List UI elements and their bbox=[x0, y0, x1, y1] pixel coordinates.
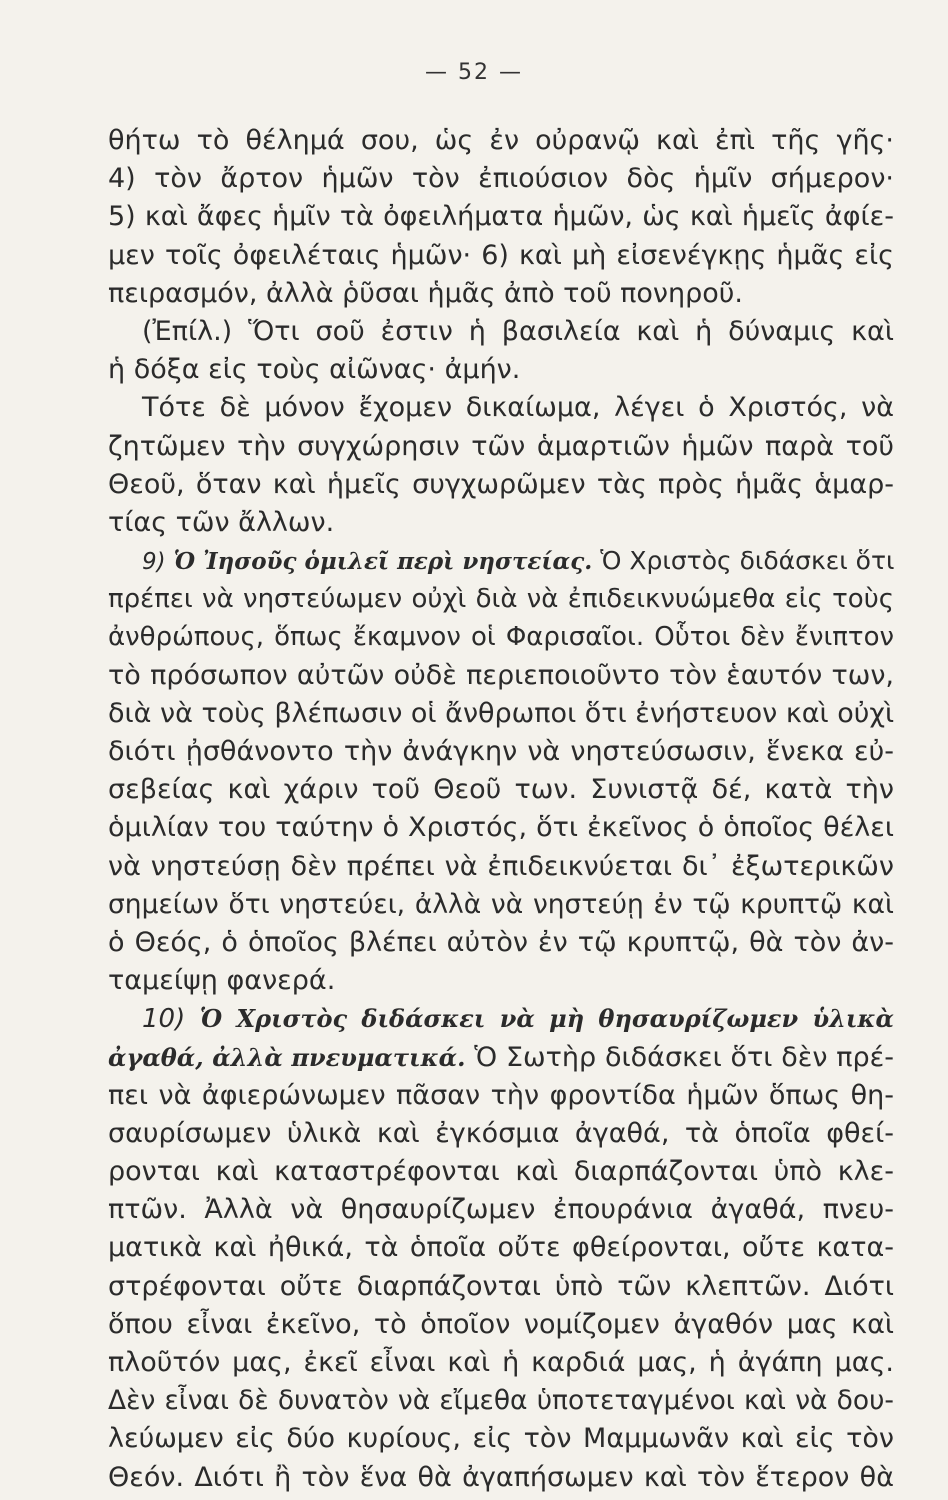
text-line: σημείων ὅτι νηστεύει, ἀλλὰ νὰ νηστεύῃ ἐν τῷ κρυπτῷ καὶ bbox=[108, 888, 894, 920]
text-line: διότι ᾐσθάνοντο τὴν ἀνάγκην νὰ νηστεύσωσιν, ἕνεκα εὐ- bbox=[108, 736, 894, 767]
text-line: πει νὰ ἀφιερώνωμεν πᾶσαν τὴν φροντίδα ἡμῶν ὅπως θη- bbox=[108, 1079, 894, 1111]
text-line: 4) τὸν ἄρτον ἡμῶν τὸν ἐπιούσιον δὸς ἡμῖν σήμερον· bbox=[108, 163, 894, 195]
text-line: διὰ νὰ τοὺς βλέπωσιν οἱ ἄνθρωποι ὅτι ἐνήστευον καὶ οὐχὶ bbox=[108, 697, 895, 729]
text-line: τὸ πρόσωπον αὐτῶν οὐδὲ περιεποιοῦντο τὸν ἑαυτόν των, bbox=[108, 659, 894, 691]
text-line: μεν τοῖς ὀφειλέταις ἡμῶν· 6) καὶ μὴ εἰσενέγκῃς ἡμᾶς εἰς bbox=[108, 239, 894, 271]
section-text: Ὁ Χριστὸς διδάσκει ὅτι bbox=[600, 546, 895, 576]
text-line: Θεόν. Διότι ἢ τὸν ἕνα θὰ ἀγαπήσωμεν καὶ τὸν ἕτερον θὰ bbox=[108, 1461, 894, 1493]
text-line: (Ἐπίλ.) Ὅτι σοῦ ἐστιν ἡ βασιλεία καὶ ἡ δύναμις καὶ bbox=[142, 315, 894, 347]
text-line: 5) καὶ ἄφες ἡμῖν τὰ ὀφειλήματα ἡμῶν, ὡς καὶ ἡμεῖς ἀφίε- bbox=[108, 201, 894, 233]
text-line: πρέπει νὰ νηστεύωμεν οὐχὶ διὰ νὰ ἐπιδεικνυώμεθα εἰς τοὺς bbox=[108, 584, 894, 615]
text-line: ἀνθρώπους, ὅπως ἔκαμνον οἱ Φαρισαῖοι. Οὗτοι δὲν ἔνιπτον bbox=[108, 622, 894, 653]
text-line: σαυρίσωμεν ὑλικὰ καὶ ἐγκόσμια ἀγαθά, τὰ ὁποῖα φθεί- bbox=[108, 1117, 894, 1149]
text-line: στρέφονται οὔτε διαρπάζονται ὑπὸ τῶν κλεπτῶν. Διότι bbox=[108, 1270, 894, 1302]
page-number: — 52 — bbox=[425, 60, 523, 85]
text-line: λεύωμεν εἰς δύο κυρίους, εἰς τὸν Μαμμωνᾶν καὶ εἰς τὸν bbox=[108, 1423, 894, 1455]
text-line: ζητῶμεν τὴν συγχώρησιν τῶν ἁμαρτιῶν ἡμῶν παρὰ τοῦ bbox=[108, 430, 894, 462]
text-line: πειρασμόν, ἀλλὰ ῥῦσαι ἡμᾶς ἀπὸ τοῦ πονηροῦ. bbox=[108, 277, 743, 309]
section-number: 9) bbox=[142, 549, 166, 576]
text-line: πλοῦτόν μας, ἐκεῖ εἶναι καὶ ἡ καρδιά μας, ἡ ἀγάπη μας. bbox=[108, 1347, 894, 1378]
text-line: ὅπου εἶναι ἐκεῖνο, τὸ ὁποῖον νομίζομεν ἀγαθόν μας καὶ bbox=[108, 1308, 894, 1340]
text-line: θήτω τὸ θέλημά σου, ὡς ἐν οὐρανῷ καὶ ἐπὶ τῆς γῆς· bbox=[108, 125, 894, 156]
text-line: ματικὰ καὶ ἠθικά, τὰ ὁποῖα οὔτε φθείρονται, οὔτε κατα- bbox=[108, 1232, 894, 1264]
text-line: τίας τῶν ἄλλων. bbox=[108, 506, 335, 538]
text-line: Θεοῦ, ὅταν καὶ ἡμεῖς συγχωρῶμεν τὰς πρὸς ἡμᾶς ἁμαρ- bbox=[108, 468, 894, 500]
text-line: Τότε δὲ μόνον ἔχομεν δικαίωμα, λέγει ὁ Χριστός, νὰ bbox=[142, 392, 894, 424]
text-line: ὁμιλίαν του ταύτην ὁ Χριστός, ὅτι ἐκεῖνος ὁ ὁποῖος θέλει bbox=[108, 812, 894, 844]
section-number: 10) bbox=[142, 1004, 186, 1035]
text-line: Δὲν εἶναι δὲ δυνατὸν νὰ εἴμεθα ὑποτεταγμένοι καὶ νὰ δου- bbox=[108, 1385, 894, 1417]
text-line: νὰ νηστεύσῃ δὲν πρέπει νὰ ἐπιδεικνύεται δι᾽ ἐξωτερικῶν bbox=[108, 850, 894, 882]
page-body bbox=[108, 122, 894, 1497]
section-9-heading-line bbox=[108, 542, 894, 580]
section-10-heading-line-2 bbox=[108, 1039, 894, 1077]
text-line: πτῶν. Ἀλλὰ νὰ θησαυρίζωμεν ἐπουράνια ἀγαθά, πνευ- bbox=[108, 1194, 894, 1226]
section-10-heading-line bbox=[108, 1000, 894, 1038]
text-line: ρονται καὶ καταστρέφονται καὶ διαρπάζονται ὑπὸ κλε- bbox=[108, 1156, 894, 1188]
text-line: ταμείψῃ φανερά. bbox=[108, 965, 336, 997]
text-line: ὁ Θεός, ὁ ὁποῖος βλέπει αὐτὸν ἐν τῷ κρυπτῷ, θὰ τὸν ἀν- bbox=[108, 926, 894, 958]
text-line: ἡ δόξα εἰς τοὺς αἰῶνας· ἀμήν. bbox=[108, 354, 521, 386]
section-title: Ὁ Χριστὸς διδάσκει νὰ μὴ θησαυρίζωμεν ὑλικὰ bbox=[199, 1004, 894, 1034]
section-text: Ὁ Σωτὴρ διδάσκει ὅτι δὲν πρέ- bbox=[474, 1041, 894, 1073]
section-title: Ὁ Ἰησοῦς ὁμιλεῖ περὶ νηστείας. bbox=[173, 548, 593, 576]
section-title: ἀγαθά, ἀλλὰ πνευματικά. bbox=[108, 1042, 466, 1072]
text-line: σεβείας καὶ χάριν τοῦ Θεοῦ των. Συνιστᾷ δέ, κατὰ τὴν bbox=[108, 774, 894, 806]
